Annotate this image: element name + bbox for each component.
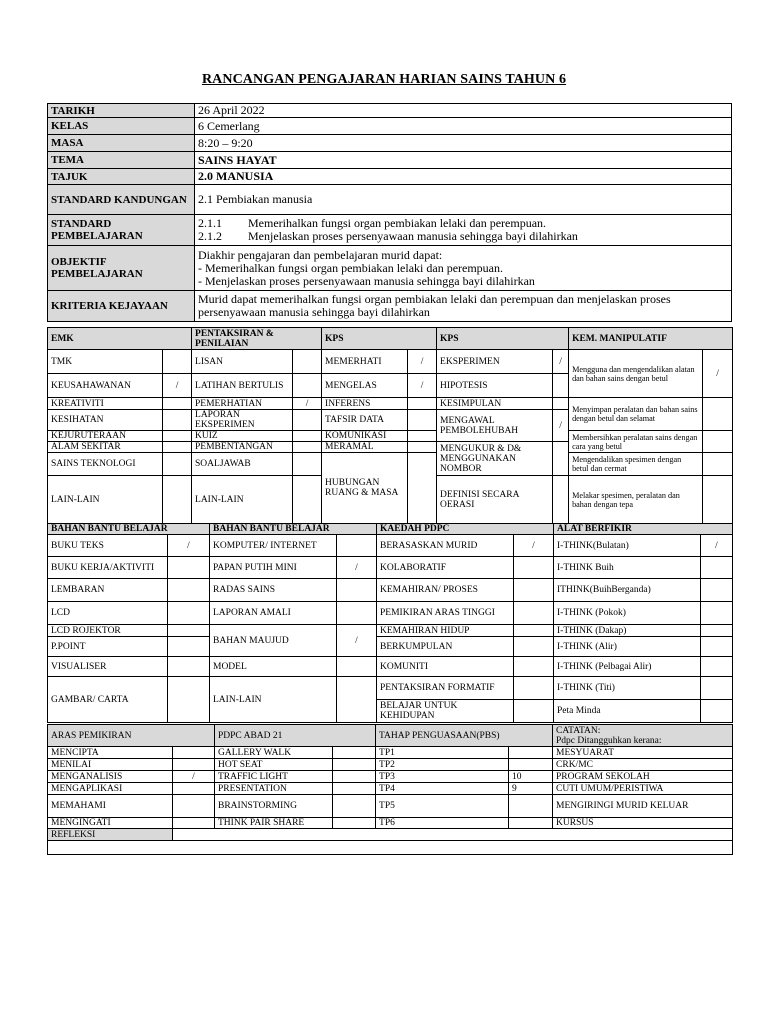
tahap-value[interactable]	[509, 759, 553, 771]
pdpc-item: THINK PAIR SHARE	[215, 818, 333, 829]
kaedah-tick[interactable]	[514, 657, 554, 677]
pentaksiran-tick[interactable]	[293, 374, 322, 398]
pentaksiran-item: LISAN	[192, 350, 293, 374]
emk-tick[interactable]	[163, 431, 192, 442]
pentaksiran-item: LAPORAN EKSPERIMEN	[192, 410, 293, 431]
alat-item: I-THINK (Alir)	[554, 637, 701, 657]
aras-tick[interactable]	[173, 795, 215, 818]
pdpc-tick[interactable]	[333, 747, 376, 759]
bbb-item: LCD	[48, 602, 168, 625]
kaedah-tick[interactable]	[514, 602, 554, 625]
emk-tick[interactable]: /	[163, 374, 192, 398]
kps-item: MENGELAS	[322, 374, 408, 398]
tahap-item: TP4	[376, 783, 509, 795]
emk-tick[interactable]	[163, 410, 192, 431]
lesson-info-table	[47, 103, 732, 322]
kps2-tick[interactable]	[553, 398, 569, 410]
kps-tick[interactable]: /	[408, 374, 437, 398]
bbb-header: BAHAN BANTU BELAJAR	[48, 524, 210, 535]
kps-tick[interactable]	[408, 442, 437, 453]
pentaksiran-tick[interactable]	[293, 476, 322, 524]
emk-item: KESIHATAN	[48, 410, 163, 431]
sp-num: 2.1.2	[198, 229, 222, 243]
alat-item: I-THINK Buih	[554, 557, 701, 579]
pdpc-item: TRAFFIC LIGHT	[215, 771, 333, 783]
kps-header-2: KPS	[437, 328, 569, 350]
manipulatif-tick[interactable]	[703, 398, 733, 431]
pdpc-item: BRAINSTORMING	[215, 795, 333, 818]
pentaksiran-tick[interactable]: /	[293, 398, 322, 410]
tahap-value[interactable]: 9	[509, 783, 553, 795]
alat-item: I-THINK (Titi)	[554, 677, 701, 700]
aras-item: MEMAHAMI	[48, 795, 173, 818]
aras-tick[interactable]	[173, 783, 215, 795]
kps2-tick[interactable]	[553, 476, 569, 524]
bbb-item: BUKU TEKS	[48, 535, 168, 557]
tarikh-value: 26 April 2022	[195, 104, 732, 118]
pentaksiran-item: LAIN-LAIN	[192, 476, 293, 524]
kps-item: MERAMAL	[322, 442, 408, 453]
sp-text: Menjelaskan proses persenyawaan manusia sehingga bayi dilahirkan	[248, 229, 578, 243]
aras-item: MENGAPLIKASI	[48, 783, 173, 795]
emk-tick[interactable]	[163, 453, 192, 476]
kaedah-tick[interactable]: /	[514, 535, 554, 557]
aras-tick[interactable]: /	[173, 771, 215, 783]
aras-item: MENGINGATI	[48, 818, 173, 829]
emk-item: TMK	[48, 350, 163, 374]
standard-kandungan-label: STANDARD KANDUNGAN	[48, 185, 195, 215]
kaedah-item: KEMAHIRAN/ PROSES	[377, 579, 514, 602]
emk-tick[interactable]	[163, 442, 192, 453]
alat-tick[interactable]	[701, 625, 733, 637]
bbb2-item: LAIN-LAIN	[210, 677, 337, 723]
kps2-tick[interactable]: /	[553, 350, 569, 374]
aras-item: MENILAI	[48, 759, 173, 771]
sp-text: Memerihalkan fungsi organ pembiakan lelaki dan perempuan.	[248, 216, 547, 230]
manipulatif-item: Melakar spesimen, peralatan dan bahan dengan tepa	[569, 476, 703, 524]
tahap-item: TP5	[376, 795, 509, 818]
tahap-header: TAHAP PENGUASAAN(PBS)	[376, 725, 553, 747]
bahan-kaedah-table	[47, 523, 733, 723]
objektif-label: OBJEKTIF PEMBELAJARAN	[48, 246, 195, 291]
tahap-item: TP2	[376, 759, 509, 771]
bbb-tick[interactable]	[168, 557, 210, 579]
pdpc-tick[interactable]	[333, 759, 376, 771]
tarikh-label: TARIKH	[48, 104, 195, 118]
tahap-value[interactable]	[509, 747, 553, 759]
bbb2-tick[interactable]	[337, 602, 377, 625]
manipulatif-tick[interactable]	[703, 476, 733, 524]
aras-tick[interactable]	[173, 759, 215, 771]
standard-pembelajaran-label: STANDARD PEMBELAJARAN	[48, 215, 195, 246]
objektif-line: - Memerihalkan fungsi organ pembiakan lelaki dan perempuan.	[198, 260, 504, 275]
kaedah-item: BERKUMPULAN	[377, 637, 514, 657]
pentaksiran-tick[interactable]	[293, 442, 322, 453]
catatan-title: CATATAN:	[556, 725, 601, 736]
bbb2-tick[interactable]	[337, 657, 377, 677]
bbb-item: BUKU KERJA/AKTIVITI	[48, 557, 168, 579]
bbb-tick[interactable]: /	[168, 535, 210, 557]
kaedah-tick[interactable]	[514, 579, 554, 602]
tahap-item: TP1	[376, 747, 509, 759]
aras-tick[interactable]	[173, 818, 215, 829]
bbb-header-2: BAHAN BANTU BELAJAR	[210, 524, 377, 535]
pentaksiran-item: SOALJAWAB	[192, 453, 293, 476]
kps-tick[interactable]: /	[408, 350, 437, 374]
catatan-item: KURSUS	[553, 818, 733, 829]
tahap-item: TP3	[376, 771, 509, 783]
pentaksiran-tick[interactable]	[293, 350, 322, 374]
tema-value: SAINS HAYAT	[195, 152, 732, 169]
kelas-label: KELAS	[48, 118, 195, 135]
masa-label: MASA	[48, 135, 195, 152]
objektif-value	[195, 246, 732, 291]
kaedah-tick[interactable]	[514, 557, 554, 579]
manipulatif-tick[interactable]: /	[703, 350, 733, 398]
alat-item: Peta Minda	[554, 700, 701, 723]
bbb2-tick[interactable]: /	[337, 625, 377, 657]
catatan-header	[553, 725, 733, 747]
catatan-subtitle: Pdpc Ditangguhkan kerana:	[556, 735, 662, 746]
bbb2-item: PAPAN PUTIH MINI	[210, 557, 337, 579]
bbb-item: LCD ROJEKTOR	[48, 625, 168, 637]
aras-item: MENGANALISIS	[48, 771, 173, 783]
manipulatif-item: Mengendalikan spesimen dengan betul dan cermat	[569, 453, 703, 476]
emk-item: KREATIVITI	[48, 398, 163, 410]
emk-tick[interactable]	[163, 350, 192, 374]
pdpc-header: PDPC ABAD 21	[215, 725, 376, 747]
bbb2-item: KOMPUTER/ INTERNET	[210, 535, 337, 557]
kaedah-item: BERASASKAN MURID	[377, 535, 514, 557]
bbb2-item: MODEL	[210, 657, 337, 677]
kps-item: TAFSIR DATA	[322, 410, 408, 431]
tahap-value[interactable]: 10	[509, 771, 553, 783]
bbb2-tick[interactable]	[337, 579, 377, 602]
bbb-tick[interactable]	[168, 579, 210, 602]
kaedah-tick[interactable]	[514, 637, 554, 657]
alat-item: I-THINK (Pelbagai Alir)	[554, 657, 701, 677]
kriteria-value: Murid dapat memerihalkan fungsi organ pembiakan lelaki dan perempuan dan menjelaskan proses persenyawaan manusia sehingga bayi dilahirkan	[195, 291, 732, 322]
manipulatif-tick[interactable]	[703, 453, 733, 476]
kps-item: MEMERHATI	[322, 350, 408, 374]
pdpc-item: HOT SEAT	[215, 759, 333, 771]
manipulatif-header: KEM. MANIPULATIF	[569, 328, 733, 350]
alat-tick[interactable]	[701, 637, 733, 657]
emk-item: KEJURUTERAAN	[48, 431, 163, 442]
kps2-item: MENGAWAL PEMBOLEHUBAH	[437, 410, 553, 442]
pentaksiran-item: PEMERHATIAN	[192, 398, 293, 410]
pdpc-item: GALLERY WALK	[215, 747, 333, 759]
kps2-tick[interactable]	[553, 374, 569, 398]
manipulatif-item: Membersihkan peralatan sains dengan cara yang betul	[569, 431, 703, 453]
alat-item: I-THINK (Dakap)	[554, 625, 701, 637]
pentaksiran-header: PENTAKSIRAN & PENILAIAN	[192, 328, 322, 350]
refleksi-label: REFLEKSI	[48, 829, 173, 841]
alat-tick[interactable]	[701, 602, 733, 625]
kaedah-item: PEMIKIRAN ARAS TINGGI	[377, 602, 514, 625]
tema-label: TEMA	[48, 152, 195, 169]
pdpc-tick[interactable]	[333, 795, 376, 818]
kriteria-label: KRITERIA KEJAYAAN	[48, 291, 195, 322]
objektif-line: - Menjelaskan proses persenyawaan manusia sehingga bayi dilahirkan	[198, 273, 535, 288]
kps2-item: HIPOTESIS	[437, 374, 553, 398]
emk-header: EMK	[48, 328, 192, 350]
emk-item: LAIN-LAIN	[48, 476, 163, 524]
page-title: RANCANGAN PENGAJARAN HARIAN SAINS TAHUN 6	[201, 72, 567, 87]
kps-item: KOMUNIKASI	[322, 431, 408, 442]
bbb-item: VISUALISER	[48, 657, 168, 677]
kps2-item: DEFINISI SECARA OERASI	[437, 476, 553, 524]
emk-item: KEUSAHAWANAN	[48, 374, 163, 398]
alat-tick[interactable]: /	[701, 535, 733, 557]
alat-tick[interactable]	[701, 579, 733, 602]
bbb-item: GAMBAR/ CARTA	[48, 677, 168, 723]
alat-item: ITHINK(BuihBerganda)	[554, 579, 701, 602]
tahap-value[interactable]	[509, 818, 553, 829]
aras-tahap-table	[47, 724, 733, 855]
catatan-item: MENGIRINGI MURID KELUAR	[553, 795, 733, 818]
alat-tick[interactable]	[701, 700, 733, 723]
kaedah-item: KOLABORATIF	[377, 557, 514, 579]
aras-header: ARAS PEMIKIRAN	[48, 725, 215, 747]
refleksi-value[interactable]	[173, 829, 733, 841]
pentaksiran-item: KUIZ	[192, 431, 293, 442]
kaedah-item: BELAJAR UNTUK KEHIDUPAN	[377, 700, 514, 723]
kps-tick[interactable]	[408, 431, 437, 442]
bbb2-tick[interactable]: /	[337, 557, 377, 579]
pdpc-item: PRESENTATION	[215, 783, 333, 795]
alat-berfikir-header: ALAT BERFIKIR	[554, 524, 733, 535]
bbb-tick[interactable]	[168, 677, 210, 723]
bbb2-tick[interactable]	[337, 677, 377, 723]
kps2-item: KESIMPULAN	[437, 398, 553, 410]
pdpc-tick[interactable]	[333, 818, 376, 829]
kps2-tick[interactable]: /	[553, 410, 569, 442]
kps2-tick[interactable]	[553, 442, 569, 476]
pentaksiran-tick[interactable]	[293, 431, 322, 442]
bbb2-item: RADAS SAINS	[210, 579, 337, 602]
alat-item: I-THINK (Pokok)	[554, 602, 701, 625]
masa-value: 8:20 – 9:20	[195, 135, 732, 152]
sp-num: 2.1.1	[198, 216, 222, 230]
pdpc-tick[interactable]	[333, 783, 376, 795]
kps-tick[interactable]	[408, 410, 437, 431]
kaedah-tick[interactable]	[514, 700, 554, 723]
bbb-item: P.POINT	[48, 637, 168, 657]
kps-tick[interactable]	[408, 453, 437, 524]
bbb-tick[interactable]	[168, 602, 210, 625]
manipulatif-tick[interactable]	[703, 431, 733, 453]
tahap-item: TP6	[376, 818, 509, 829]
objektif-line: Diakhir pengajaran dan pembelajaran murid dapat:	[198, 247, 443, 262]
sp-item	[198, 230, 728, 243]
aras-item: MENCIPTA	[48, 747, 173, 759]
kaedah-tick[interactable]	[514, 625, 554, 637]
bbb-tick[interactable]	[168, 637, 210, 657]
aras-tick[interactable]	[173, 747, 215, 759]
kps2-item: MENGUKUR & D& MENGGUNAKAN NOMBOR	[437, 442, 553, 476]
catatan-item: CRK/MC	[553, 759, 733, 771]
pentaksiran-item: LATIHAN BERTULIS	[192, 374, 293, 398]
pentaksiran-tick[interactable]	[293, 453, 322, 476]
tajuk-value: 2.0 MANUSIA	[195, 169, 732, 185]
kelas-value: 6 Cemerlang	[195, 118, 732, 135]
alat-item: I-THINK(Bulatan)	[554, 535, 701, 557]
pentaksiran-item: PEMBENTANGAN	[192, 442, 293, 453]
alat-tick[interactable]	[701, 657, 733, 677]
kaedah-item: KOMUNITI	[377, 657, 514, 677]
kaedah-header: KAEDAH PDPC	[377, 524, 554, 535]
alat-tick[interactable]	[701, 677, 733, 700]
emk-item: SAINS TEKNOLOGI	[48, 453, 163, 476]
bbb2-tick[interactable]	[337, 535, 377, 557]
emk-tick[interactable]	[163, 476, 192, 524]
manipulatif-item: Mengguna dan mengendalikan alatan dan bahan sains dengan betul	[569, 350, 703, 398]
kps-item: HUBUNGAN RUANG & MASA	[322, 453, 408, 524]
bbb2-item: LAPORAN AMALI	[210, 602, 337, 625]
manipulatif-item: Menyimpan peralatan dan bahan sains dengan betul dan selamat	[569, 398, 703, 431]
kps-tick[interactable]	[408, 398, 437, 410]
standard-kandungan-value: 2.1 Pembiakan manusia	[195, 185, 732, 215]
catatan-item: CUTI UMUM/PERISTIWA	[553, 783, 733, 795]
kps-item: INFERENS	[322, 398, 408, 410]
bbb-tick[interactable]	[168, 625, 210, 637]
bbb2-item: BAHAN MAUJUD	[210, 625, 337, 657]
emk-tick[interactable]	[163, 398, 192, 410]
pdpc-tick[interactable]	[333, 771, 376, 783]
refleksi-space[interactable]	[48, 841, 733, 855]
catatan-item: MESYUARAT	[553, 747, 733, 759]
tajuk-label: TAJUK	[48, 169, 195, 185]
kps2-item: EKSPERIMEN	[437, 350, 553, 374]
kaedah-item: KEMAHIRAN HIDUP	[377, 625, 514, 637]
kps-header: KPS	[322, 328, 437, 350]
bbb-tick[interactable]	[168, 657, 210, 677]
tahap-value[interactable]	[509, 795, 553, 818]
pentaksiran-tick[interactable]	[293, 410, 322, 431]
kaedah-item: PENTAKSIRAN FORMATIF	[377, 677, 514, 700]
kaedah-tick[interactable]	[514, 677, 554, 700]
alat-tick[interactable]	[701, 557, 733, 579]
catatan-item: PROGRAM SEKOLAH	[553, 771, 733, 783]
emk-item: ALAM SEKITAR	[48, 442, 163, 453]
emk-kps-table	[47, 327, 733, 524]
bbb-item: LEMBARAN	[48, 579, 168, 602]
standard-pembelajaran-value	[195, 215, 732, 246]
